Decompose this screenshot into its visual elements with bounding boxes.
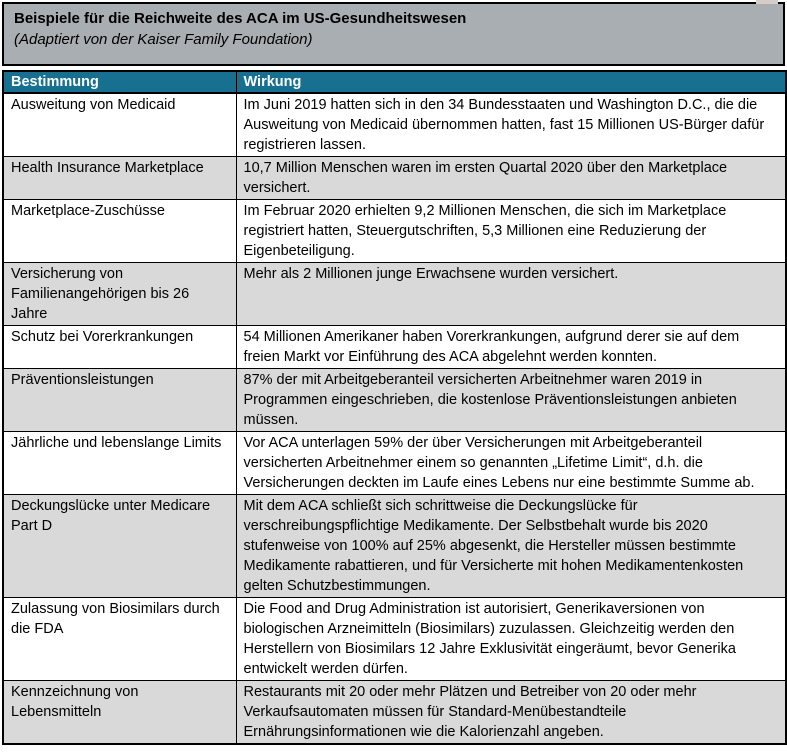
table-row <box>3 432 786 495</box>
bestimmung-cell: Marketplace-Zuschüsse <box>3 200 236 263</box>
wirkung-cell: Die Food and Drug Administration ist autorisiert, Generikaversionen von biologischen Arzneimitteln (Biosimilars) zuzulassen. Gleichzeitig werden den Herstellern von Biosimilars 12 Jahre Exklusivität eingeräumt, bevor Generika entwickelt werden dürfen. <box>236 598 786 681</box>
bestimmung-cell: Health Insurance Marketplace <box>3 157 236 200</box>
bestimmung-cell: Kennzeichnung von Lebensmitteln <box>3 681 236 745</box>
wirkung-cell: Vor ACA unterlagen 59% der über Versicherungen mit Arbeitgeberanteil versicherten Arbeitnehmer einem so genannten „Lifetime Limit“, d.h. die Versicherungen deckten im Laufe eines Lebens nur eine bestimmte Summe ab. <box>236 432 786 495</box>
table-row <box>3 369 786 432</box>
table-row <box>3 93 786 157</box>
wirkung-cell: Mehr als 2 Millionen junge Erwachsene wurden versichert. <box>236 263 786 326</box>
bestimmung-cell: Präventionsleistungen <box>3 369 236 432</box>
bestimmung-cell: Zulassung von Biosimilars durch die FDA <box>3 598 236 681</box>
wirkung-cell: 87% der mit Arbeitgeberanteil versicherten Arbeitnehmer waren 2019 in Programmen eingeschrieben, die kostenlose Präventionsleistungen anbieten müssen. <box>236 369 786 432</box>
table-title: Beispiele für die Reichweite des ACA im US-Gesundheitswesen <box>14 10 467 27</box>
aca-table <box>2 70 787 745</box>
table-row <box>3 495 786 598</box>
column-header-bestimmung: Bestimmung <box>3 71 236 93</box>
bestimmung-cell: Schutz bei Vorerkrankungen <box>3 326 236 369</box>
bestimmung-cell: Ausweitung von Medicaid <box>3 93 236 157</box>
wirkung-cell: 10,7 Million Menschen waren im ersten Quartal 2020 über den Marketplace versichert. <box>236 157 786 200</box>
wirkung-cell: Im Februar 2020 erhielten 9,2 Millionen Menschen, die sich im Marketplace registriert hatten, Steuergutschriften, 5,3 Millionen eine Reduzierung der Eigenbeteiligung. <box>236 200 786 263</box>
wirkung-cell: Mit dem ACA schließt sich schrittweise die Deckungslücke für verschreibungspflichtige Medikamente. Der Selbstbehalt wurde bis 2020 stufenweise von 100% auf 25% abgesenkt, die Hersteller müssen bestimmte Medikamente rabattieren, und für Versicherte mit hohen Medikamentenkosten gelten Schutzbestimmungen. <box>236 495 786 598</box>
bestimmung-cell: Jährliche und lebenslange Limits <box>3 432 236 495</box>
column-header-wirkung: Wirkung <box>236 71 786 93</box>
table-header-row <box>3 71 786 93</box>
bestimmung-cell: Deckungslücke unter Medicare Part D <box>3 495 236 598</box>
wirkung-cell: Restaurants mit 20 oder mehr Plätzen und Betreiber von 20 oder mehr Verkaufsautomaten müssen für Standard-Menübestandteile Ernährungsinformationen wie die Kalorienzahl angeben. <box>236 681 786 745</box>
table-row <box>3 326 786 369</box>
wirkung-cell: Im Juni 2019 hatten sich in den 34 Bundesstaaten und Washington D.C., die die Ausweitung von Medicaid übernommen hatten, fast 15 Millionen US-Bürger dafür registrieren lassen. <box>236 93 786 157</box>
table-row <box>3 598 786 681</box>
table-row <box>3 263 786 326</box>
table-row <box>3 200 786 263</box>
wirkung-cell: 54 Millionen Amerikaner haben Vorerkrankungen, aufgrund derer sie auf dem freien Markt vor Einführung des ACA abgelehnt werden konnten. <box>236 326 786 369</box>
table-row <box>3 157 786 200</box>
corner-artifact <box>756 0 778 4</box>
bestimmung-cell: Versicherung von Familienangehörigen bis 26 Jahre <box>3 263 236 326</box>
table-subtitle: (Adaptiert von der Kaiser Family Foundation) <box>14 31 313 48</box>
table-row <box>3 681 786 745</box>
table-title-block <box>2 2 785 66</box>
